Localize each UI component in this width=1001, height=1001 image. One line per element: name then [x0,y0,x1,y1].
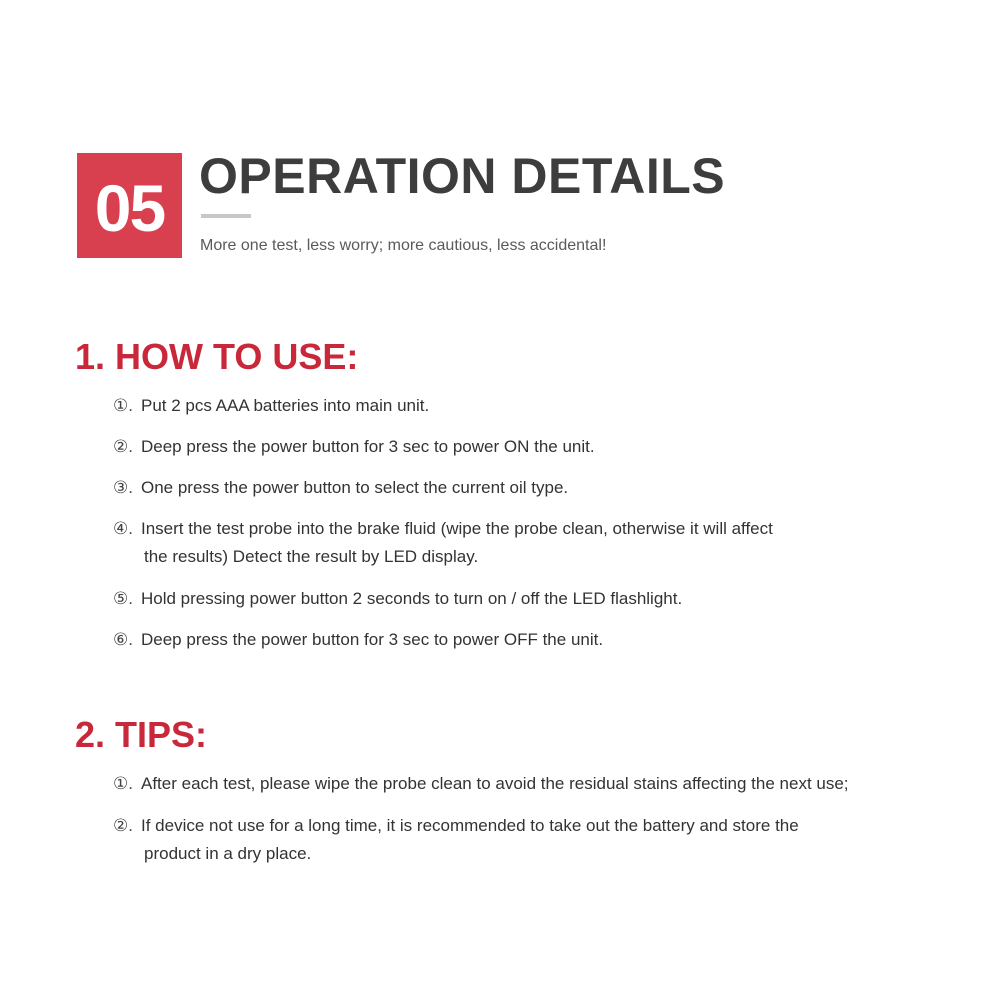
section-heading-tips: 2. TIPS: [75,714,208,755]
list-item [113,585,953,613]
item-text: Hold pressing power button 2 seconds to turn on / off the LED flashlight. [141,589,683,608]
item-number: ①. [113,396,133,415]
list-item [113,433,953,461]
page-subtitle: More one test, less worry; more cautious, less accidental! [200,237,607,254]
item-number: ⑥. [113,630,133,649]
item-number: ④. [113,519,133,538]
item-text-continued: the results) Detect the result by LED display. [144,547,479,566]
item-number: ②. [113,437,133,456]
title-underline [201,214,251,218]
list-item [113,474,953,502]
item-number: ③. [113,478,133,497]
list-item [113,812,953,868]
section-number: 05 [94,170,165,245]
item-text: If device not use for a long time, it is recommended to take out the battery and store the [141,816,799,835]
item-text: Deep press the power button for 3 sec to power OFF the unit. [141,630,604,649]
item-text: After each test, please wipe the probe clean to avoid the residual stains affecting the next use; [141,774,849,793]
page-title: OPERATION DETAILS [199,148,726,204]
item-text-continued: product in a dry place. [144,844,312,863]
item-text: Put 2 pcs AAA batteries into main unit. [141,396,430,415]
list-item [113,392,953,420]
item-text: Insert the test probe into the brake fluid (wipe the probe clean, otherwise it will affect [141,519,773,538]
item-text: One press the power button to select the current oil type. [141,478,569,497]
list-item [113,626,953,654]
section-heading-how-to-use: 1. HOW TO USE: [75,336,359,377]
item-number: ⑤. [113,589,133,608]
item-number: ①. [113,774,133,793]
item-number: ②. [113,816,133,835]
list-item [113,515,953,571]
item-text: Deep press the power button for 3 sec to power ON the unit. [141,437,595,456]
list-item [113,770,953,798]
section-number-badge [77,153,182,258]
